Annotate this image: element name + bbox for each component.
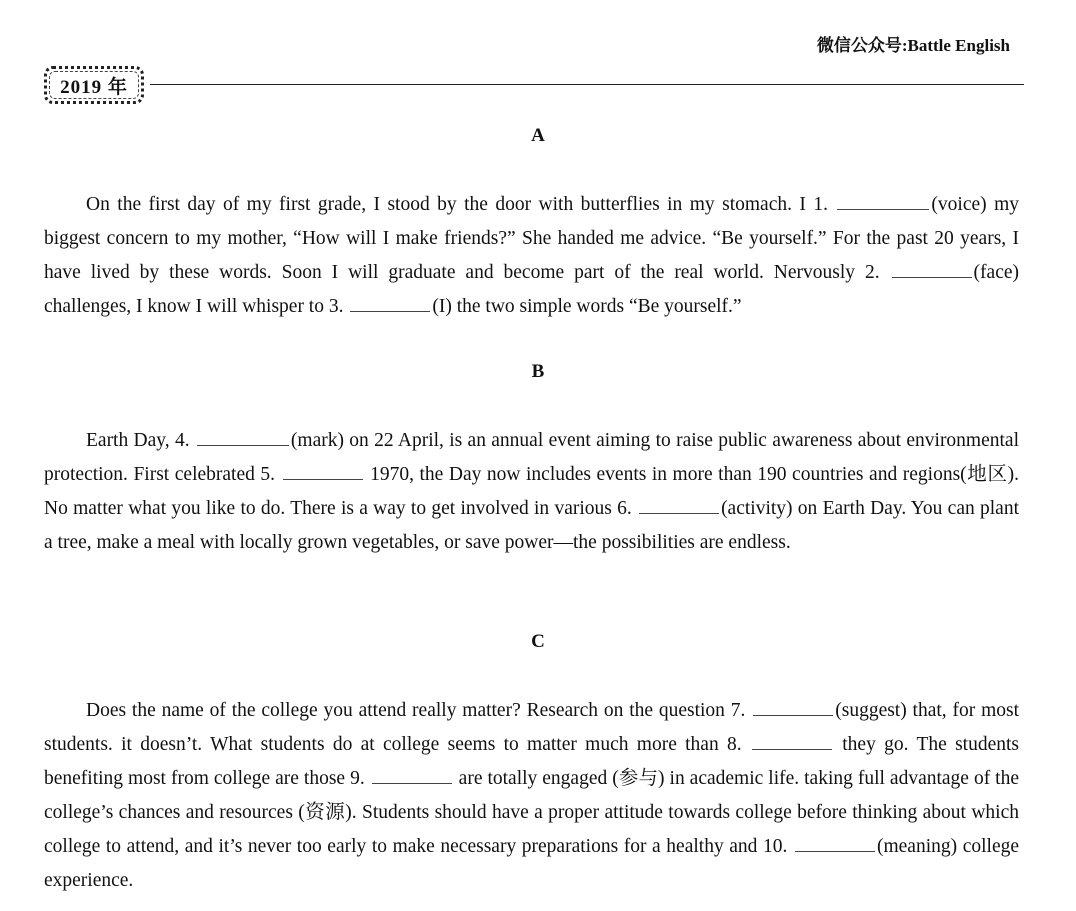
section-b-title: B [531, 361, 545, 382]
passage-c-text-2: (suggest) that, for most students. it doesn’t. What students do at college seems to matter much more than 8. [44, 700, 1019, 755]
passage-b-text-4: (activity) on Earth Day. You can plant a tree, make a meal with locally grown vegetables, or save power—the possibilities are endless. [44, 498, 1019, 553]
section-a-passage [44, 188, 1019, 324]
passage-b-text-1: Earth Day, 4. [86, 430, 195, 451]
blank-5[interactable] [283, 465, 363, 480]
passage-a-text-3: (face) challenges, I know I will whisper to 3. [44, 262, 1019, 317]
passage-c-text-4: are totally engaged (参与) in academic life. taking full advantage of the college’s chances and resources (资源). Students should have a proper attitude towards college before thinking about which college to attend, and it’s never too early to make necessary preparations for a healthy and 10. [44, 768, 1019, 857]
passage-a-text-2: (voice) my biggest concern to my mother, “How will I make friends?” She handed me advice. “Be yourself.” For the past 20 years, I have lived by these words. Soon I will graduate and become part of the real world. Nervously 2. [44, 194, 1019, 283]
passage-c-text-5: (meaning) college experience. [44, 836, 1020, 891]
blank-2[interactable] [892, 263, 972, 278]
blank-6[interactable] [639, 499, 719, 514]
passage-b-paragraph [44, 424, 1019, 560]
passage-a-text-1: On the first day of my first grade, I stood by the door with butterflies in my stomach. I 1. [86, 194, 836, 215]
blank-1[interactable] [837, 195, 929, 210]
passage-c-text-3: they go. The students benefiting most from college are those 9. [44, 734, 1019, 789]
blank-8[interactable] [752, 735, 832, 750]
section-c-passage [44, 694, 1019, 898]
section-b-passage [44, 424, 1019, 560]
passage-a-text-4: (I) the two simple words “Be yourself.” [432, 296, 742, 317]
passage-c-paragraph [44, 694, 1019, 898]
header-source: 微信公众号:Battle English [816, 36, 1010, 55]
blank-9[interactable] [372, 769, 452, 784]
header-rule [150, 84, 1024, 85]
section-c-title: C [531, 631, 545, 652]
blank-3[interactable] [350, 297, 430, 312]
passage-b-text-3: 1970, the Day now includes events in more than 190 countries and regions(地区). No matter what you like to do. There is a way to get involved in various 6. [44, 464, 1019, 519]
passage-c-text-1: Does the name of the college you attend really matter? Research on the question 7. [86, 700, 752, 721]
blank-10[interactable] [795, 837, 875, 852]
passage-a-paragraph [44, 188, 1019, 324]
year-badge-label: 2019 年 [60, 76, 128, 98]
blank-7[interactable] [753, 701, 833, 716]
year-badge [44, 66, 144, 104]
blank-4[interactable] [197, 431, 289, 446]
passage-b-text-2: (mark) on 22 April, is an annual event aiming to raise public awareness about environmental protection. First celebrated 5. [44, 430, 1019, 485]
section-a-title: A [531, 125, 545, 146]
